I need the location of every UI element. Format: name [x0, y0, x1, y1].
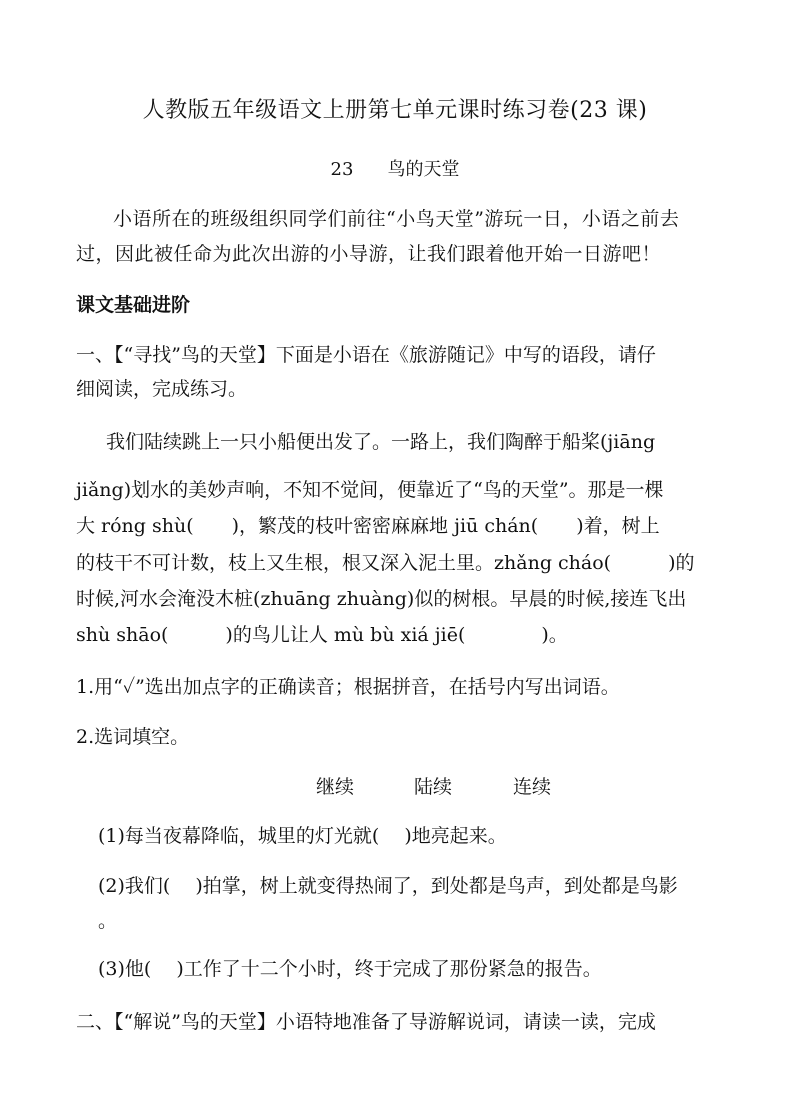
fill-sentence-2: (2)我们( )拍掌，树上就变得热闹了，到处都是鸟声，到处都是鸟影	[98, 875, 678, 897]
passage-line-6: shù shāo( )的鸟儿让人 mù bù xiá jiē( )。	[76, 624, 568, 646]
passage-line-4: 的枝干不可计数，枝上又生根，根又深入泥土里。zhǎng cháo( )的	[76, 552, 695, 574]
passage-line-3: 大 róng shù( )，繁茂的枝叶密密麻麻地 jiū chán( )着，树上	[76, 515, 660, 537]
lesson-subtitle	[0, 161, 790, 179]
fill-sentence-1: (1)每当夜幕降临，城里的灯光就( )地亮起来。	[98, 825, 507, 847]
lesson-name: 鸟的天堂	[387, 159, 460, 180]
word-choice-1: 继续	[316, 776, 355, 798]
word-choice-3: 连续	[513, 776, 552, 798]
passage-line-5: 时候,河水会淹没木桩(zhuāng zhuàng)似的树根。早晨的时候,接连飞出	[76, 588, 687, 610]
fill-sentence-3: (3)他( )工作了十二个小时，终于完成了那份紧急的报告。	[98, 958, 602, 980]
question-1-line-1: 一、【“寻找”鸟的天堂】下面是小语在《旅游随记》中写的语段，请仔	[76, 344, 656, 366]
task-2-instruction: 2.选词填空。	[76, 726, 190, 748]
page-title: 人教版五年级语文上册第七单元课时练习卷(23 课)	[142, 98, 648, 123]
lesson-number: 23	[330, 159, 354, 180]
intro-line-1: 小语所在的班级组织同学们前往“小鸟天堂”游玩一日，小语之前去	[113, 208, 680, 230]
passage-line-1: 我们陆续跳上一只小船便出发了。一路上，我们陶醉于船桨(jiāng	[106, 431, 656, 453]
task-1-instruction: 1.用“✓”选出加点字的正确读音；根据拼音，在括号内写出词语。	[76, 676, 620, 698]
word-choice-2: 陆续	[414, 776, 453, 798]
fill-sentence-2-end: 。	[98, 910, 118, 932]
section-heading: 课文基础进阶	[76, 294, 191, 316]
intro-line-2: 过，因此被任命为此次出游的小导游，让我们跟着他开始一日游吧！	[76, 243, 662, 265]
passage-line-2: jiǎng)划水的美妙声响，不知不觉间，便靠近了“鸟的天堂”。那是一棵	[76, 479, 664, 501]
question-2-line-1: 二、【“解说”鸟的天堂】小语特地准备了导游解说词，请读一读，完成	[76, 1011, 656, 1033]
question-1-line-2: 细阅读，完成练习。	[76, 378, 248, 400]
